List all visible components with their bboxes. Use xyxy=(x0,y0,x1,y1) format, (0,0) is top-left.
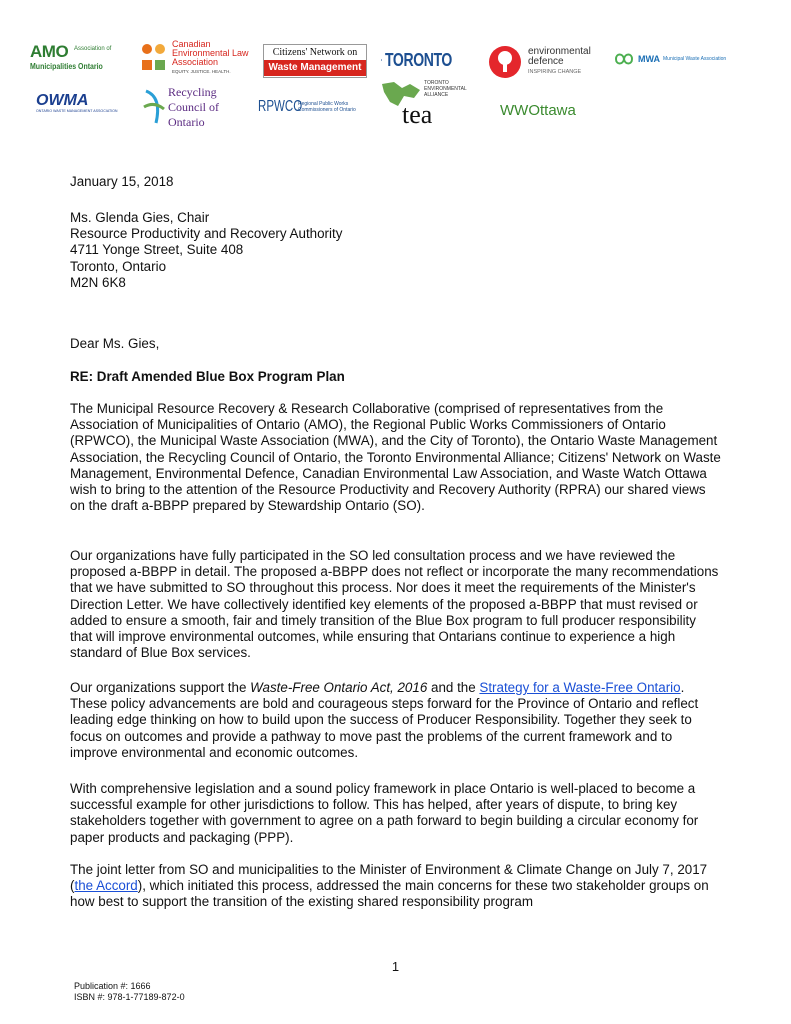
address-line: Ms. Glenda Gies, Chair xyxy=(70,210,210,225)
rpwco-acronym: RPWCO xyxy=(258,98,303,115)
cela-tagline: EQUITY. JUSTICE. HEALTH. xyxy=(172,69,231,74)
paragraph-1 xyxy=(70,401,722,514)
amo-line1: Association of xyxy=(74,46,112,52)
cela-line2: Environmental Law xyxy=(172,48,249,58)
amo-line2: Municipalities Ontario xyxy=(30,61,103,71)
mwa-acronym: MWA xyxy=(638,54,660,64)
letter-date xyxy=(70,174,722,190)
rco-line2: Council of xyxy=(168,99,219,114)
address-line: 4711 Yonge Street, Suite 408 xyxy=(70,242,244,258)
date-text: January 15, 2018 xyxy=(70,174,174,189)
subject-text: RE: Draft Amended Blue Box Program Plan xyxy=(70,369,345,384)
cela-line1: Canadian xyxy=(172,39,211,49)
rpwco-line2: Commissioners of Ontario xyxy=(298,107,356,113)
cela-line3: Association xyxy=(172,57,219,67)
owma-logo xyxy=(36,93,122,119)
tea-logo xyxy=(380,80,480,128)
address-line: Resource Productivity and Recovery Authority xyxy=(70,226,343,242)
act-title: Waste-Free Ontario Act, 2016 xyxy=(250,680,428,695)
salutation xyxy=(70,336,722,352)
cela-icon xyxy=(140,41,168,75)
envdef-line3: INSPIRING CHANGE xyxy=(528,69,582,75)
envdef-line2: defence xyxy=(528,56,564,67)
address-line: M2N 6K8 xyxy=(70,274,126,290)
tea-wordmark: tea xyxy=(402,100,433,129)
paragraph-3 xyxy=(70,680,722,761)
rco-line1: Recycling xyxy=(168,84,217,99)
page-number: 1 xyxy=(391,959,400,974)
isbn-number: ISBN #: 978-1-77189-872-0 xyxy=(74,992,185,1002)
subject-line xyxy=(70,369,722,385)
environmental-defence-logo xyxy=(488,44,598,80)
text-run: . These policy advancements are bold and courageous steps forward for the Province of Ontario and reflect leading edge thinking on how to build upon the success of Producer Responsibility. Together they seek to focus on outcomes and provide a pathway to move past the problems of the current framework and to improve environmental and economic outcomes. xyxy=(70,680,699,760)
cnwm-line1: Citizens' Network on xyxy=(272,47,358,58)
tea-line1: TORONTO xyxy=(424,80,449,86)
cnwm-logo xyxy=(263,44,367,78)
salutation-text: Dear Ms. Gies, xyxy=(70,336,160,351)
recipient-address xyxy=(70,210,722,291)
amo-acronym: AMO xyxy=(30,42,69,61)
text-run: The joint letter from SO and municipalities to the Minister of Environment & Climate Change on July 7, 2017 ( xyxy=(70,862,708,894)
amo-logo xyxy=(30,42,120,72)
strategy-link[interactable]: Strategy for a Waste-Free Ontario xyxy=(479,680,681,695)
rpwco-logo xyxy=(258,96,358,118)
text-run: Our organizations support the xyxy=(70,680,251,695)
rpwco-line1: Regional Public Works xyxy=(298,101,349,107)
tea-line2: ENVIRONMENTAL xyxy=(424,86,467,92)
cela-logo xyxy=(140,40,260,76)
recycling-swoosh-icon xyxy=(142,87,168,127)
text-run: ), which initiated this process, addressed the main concerns for these two stakeholder groups on how best to support the transition of the existing shared responsibility program xyxy=(70,878,709,910)
paragraph-5 xyxy=(70,862,722,911)
address-line: Toronto, Ontario xyxy=(70,258,167,274)
mwa-logo xyxy=(612,48,737,70)
paragraph-4 xyxy=(70,781,722,846)
toronto-wordmark: TORONTO xyxy=(385,49,453,70)
owma-acronym: OWMA xyxy=(36,92,89,109)
infinity-icon xyxy=(612,51,636,67)
mwa-text: Municipal Waste Association xyxy=(663,56,727,62)
toronto-logo xyxy=(381,44,471,76)
envdef-line1: environmental xyxy=(528,46,591,57)
rco-logo xyxy=(142,84,232,130)
paragraph-2 xyxy=(70,548,722,661)
owma-subtitle: ONTARIO WASTE MANAGEMENT ASSOCIATION xyxy=(36,109,118,113)
tree-icon xyxy=(488,45,522,79)
wwottawa-wordmark: WWOttawa xyxy=(500,101,576,119)
paragraph-text xyxy=(70,680,722,761)
rco-line3: Ontario xyxy=(168,114,205,129)
text-run: and the xyxy=(427,680,480,695)
paragraph-text: The Municipal Resource Recovery & Research Collaborative (comprised of representatives from the Association of Municipalities of Ontario (AMO), the Regional Public Works Commissioners of Ontario (RPWCO), the Municipal Waste Association (MWA), and the City of Toronto), the Ontario Waste Management Association, the Recycling Council of Ontario, the Toronto Environmental Alliance; Citizens' Network on Waste Management, Environmental Defence, Canadian Environmental Law Association, and Waste Watch Ottawa wish to bring to the attention of the Resource Productivity and Recovery Authority (RPRA) our shared views on the draft a-BBPP prepared by Stewardship Ontario (SO). xyxy=(70,401,721,514)
wwottawa-logo xyxy=(500,100,590,120)
toronto-city-hall-icon xyxy=(381,45,382,75)
paragraph-text: With comprehensive legislation and a sound policy framework in place Ontario is well-placed to become a successful example for other jurisdictions to follow. This has helped, after years of dispute, to bring key stakeholders together with government to agree on a path forward to begin building a circular economy for paper products and packaging (PPP). xyxy=(70,781,699,845)
paragraph-text: Our organizations have fully participated in the SO led consultation process and we have reviewed the proposed a-BBPP in detail. The proposed a-BBPP does not reflect or incorporate the many recommendations that we have submitted to SO throughout this process. Nor does it meet the requirements of the Minister's Direction Letter. We have collectively identified key elements of the proposed a-BBPP that must revised or added to ensure a smooth, fair and timely transition of the Blue Box program to full producer responsibility that will improve environmental outcomes, while ensuring that Ontarians continue to experience a high standard of Blue Box services. xyxy=(70,548,719,661)
paragraph-text xyxy=(70,862,722,911)
publication-info xyxy=(74,981,185,1003)
publication-number: Publication #: 1666 xyxy=(74,981,151,991)
accord-link[interactable]: the Accord xyxy=(74,878,138,894)
tea-line3: ALLIANCE xyxy=(424,92,449,98)
cnwm-line2: Waste Management xyxy=(264,60,366,76)
